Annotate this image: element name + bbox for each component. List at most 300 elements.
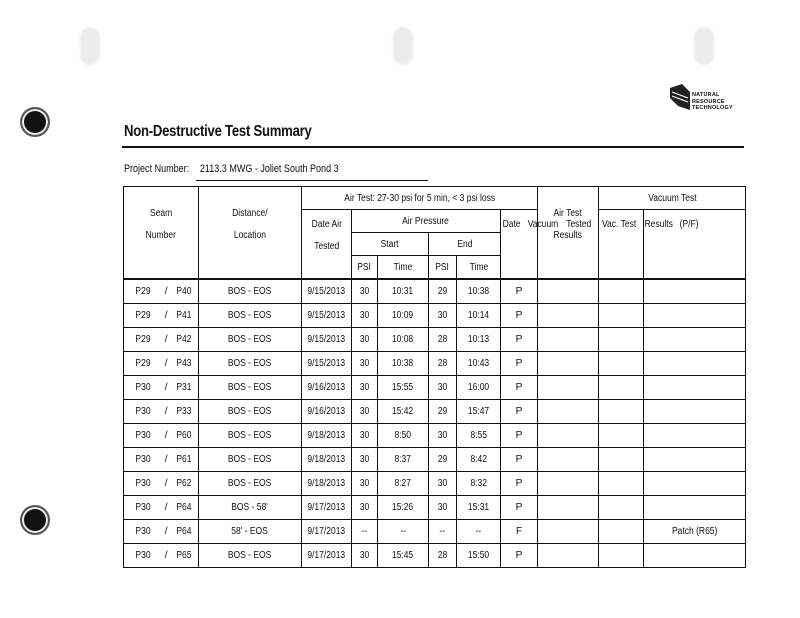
start-psi-cell xyxy=(352,351,378,375)
air-result-cell xyxy=(501,495,538,519)
header-text: Date xyxy=(502,219,521,230)
header-end-psi xyxy=(429,256,457,280)
end-time-text: -- xyxy=(475,525,482,537)
end-time-text: 10:13 xyxy=(467,333,490,345)
table-row xyxy=(124,375,746,399)
header-start-psi xyxy=(352,256,378,280)
location-text: BOS - EOS xyxy=(228,333,272,345)
location-text: BOS - EOS xyxy=(228,285,272,297)
air-result-cell xyxy=(501,327,538,351)
vacuum-date-cell xyxy=(538,423,599,447)
end-time-text: 8:32 xyxy=(470,477,487,489)
air-result-cell xyxy=(501,351,538,375)
air-result-cell xyxy=(501,399,538,423)
seam-start: P30 xyxy=(135,525,151,537)
logo-line: TECHNOLOGY xyxy=(692,105,733,111)
page-title: Non-Destructive Test Summary xyxy=(124,123,312,140)
header-text: Seam xyxy=(149,208,173,219)
end-time-cell xyxy=(457,303,501,327)
start-time-cell xyxy=(378,519,429,543)
project-number-value: 2113.3 MWG - Joliet South Pond 3 xyxy=(199,163,339,175)
seam-cell xyxy=(124,279,199,303)
header-text: PSI xyxy=(357,261,372,273)
end-psi-cell xyxy=(429,423,457,447)
start-psi-text: 30 xyxy=(359,405,370,417)
header-text: Tested xyxy=(565,219,591,230)
location-cell xyxy=(199,279,302,303)
air-result-cell xyxy=(501,519,538,543)
air-result-text: P xyxy=(515,549,523,561)
air-result-text: P xyxy=(515,309,523,321)
start-psi-text: 30 xyxy=(359,477,370,489)
table-row xyxy=(124,351,746,375)
start-psi-cell xyxy=(352,519,378,543)
seam-separator: / xyxy=(164,357,168,369)
seam-end: P31 xyxy=(176,381,192,393)
start-psi-text: 30 xyxy=(359,381,370,393)
air-result-cell xyxy=(501,303,538,327)
location-text: BOS - EOS xyxy=(228,381,272,393)
start-psi-cell xyxy=(352,279,378,303)
seam-cell xyxy=(124,519,199,543)
end-psi-cell xyxy=(429,399,457,423)
seam-separator: / xyxy=(164,333,168,345)
vacuum-date-cell xyxy=(538,519,599,543)
air-result-cell xyxy=(501,471,538,495)
project-line xyxy=(124,163,339,175)
date-air-cell xyxy=(302,351,352,375)
location-cell xyxy=(199,423,302,447)
end-time-text: 15:50 xyxy=(467,549,490,561)
start-time-cell xyxy=(378,351,429,375)
table-row xyxy=(124,399,746,423)
start-psi-text: 30 xyxy=(359,453,370,465)
end-time-cell xyxy=(457,327,501,351)
location-text: BOS - EOS xyxy=(228,429,272,441)
air-result-text: P xyxy=(515,477,523,489)
end-psi-cell xyxy=(429,303,457,327)
comment-cell xyxy=(644,399,746,423)
comment-cell xyxy=(644,375,746,399)
seam-start: P29 xyxy=(135,357,151,369)
header-vac-results xyxy=(599,210,699,280)
header-text: Tested xyxy=(313,241,340,252)
seam-start: P30 xyxy=(135,381,151,393)
end-psi-cell xyxy=(429,279,457,303)
project-number-label: Project Number: xyxy=(124,163,190,175)
start-time-text: 8:27 xyxy=(394,477,412,489)
air-result-text: P xyxy=(515,357,523,369)
start-time-text: 10:08 xyxy=(392,333,414,345)
header-text: Air Test: 27-30 psi for 5 min, < 3 psi loss xyxy=(344,192,495,204)
location-text: BOS - EOS xyxy=(228,477,272,489)
end-time-cell xyxy=(457,543,501,567)
start-time-cell xyxy=(378,279,429,303)
seam-end: P61 xyxy=(176,453,192,465)
date-air-cell xyxy=(302,303,352,327)
header-text: PSI xyxy=(435,261,450,273)
end-time-text: 16:00 xyxy=(467,381,490,393)
header-vacuum-group xyxy=(599,187,746,210)
header-text: (P/F) xyxy=(679,219,699,230)
seam-cell xyxy=(124,543,199,567)
vacuum-result-cell xyxy=(599,471,644,495)
header-text: Vac. Test xyxy=(602,219,637,230)
vacuum-result-cell xyxy=(599,543,644,567)
end-time-cell xyxy=(457,399,501,423)
seam-start: P29 xyxy=(135,285,151,297)
date-air-text: 9/15/2013 xyxy=(307,285,346,297)
seam-cell xyxy=(124,327,199,351)
header-end xyxy=(429,233,501,256)
date-air-cell xyxy=(302,495,352,519)
punch-hole-shadow xyxy=(393,27,413,65)
location-cell xyxy=(199,327,302,351)
date-air-text: 9/15/2013 xyxy=(307,333,346,345)
end-time-cell xyxy=(457,423,501,447)
end-psi-cell xyxy=(429,375,457,399)
start-time-cell xyxy=(378,375,429,399)
start-time-text: -- xyxy=(400,525,406,537)
end-psi-text: 30 xyxy=(437,309,448,321)
vacuum-result-cell xyxy=(599,351,644,375)
air-result-cell xyxy=(501,543,538,567)
seam-cell xyxy=(124,303,199,327)
header-text: Start xyxy=(381,238,399,250)
seam-separator: / xyxy=(164,477,168,489)
seam-end: P64 xyxy=(176,501,192,513)
seam-cell xyxy=(124,399,199,423)
comment-cell xyxy=(644,279,746,303)
air-result-text: P xyxy=(515,405,523,417)
end-psi-text: 28 xyxy=(437,333,448,345)
seam-separator: / xyxy=(164,285,168,297)
seam-cell xyxy=(124,471,199,495)
date-air-text: 9/17/2013 xyxy=(307,501,346,513)
air-result-text: P xyxy=(515,501,523,513)
table-row xyxy=(124,327,746,351)
start-psi-text: -- xyxy=(361,525,368,537)
vacuum-result-cell xyxy=(599,447,644,471)
vacuum-result-cell xyxy=(599,279,644,303)
seam-cell xyxy=(124,447,199,471)
end-time-text: 10:38 xyxy=(467,285,490,297)
comment-cell xyxy=(644,447,746,471)
header-text: Air Pressure xyxy=(402,215,450,227)
seam-cell xyxy=(124,495,199,519)
end-time-cell xyxy=(457,447,501,471)
end-psi-cell xyxy=(429,447,457,471)
start-psi-cell xyxy=(352,471,378,495)
table-row xyxy=(124,471,746,495)
end-psi-cell xyxy=(429,495,457,519)
end-psi-text: 29 xyxy=(437,405,448,417)
air-result-text: P xyxy=(515,429,523,441)
header-text: Date Air xyxy=(311,219,342,230)
vacuum-result-cell xyxy=(599,327,644,351)
location-text: 58' - EOS xyxy=(231,525,269,537)
start-time-text: 10:38 xyxy=(392,357,414,369)
header-text: Vacuum xyxy=(527,219,559,230)
table-row xyxy=(124,447,746,471)
table-row xyxy=(124,279,746,303)
end-time-text: 10:14 xyxy=(467,309,490,321)
end-time-text: 10:43 xyxy=(467,357,490,369)
vacuum-date-cell xyxy=(538,327,599,351)
seam-start: P30 xyxy=(135,453,151,465)
location-text: BOS - EOS xyxy=(228,453,272,465)
start-psi-text: 30 xyxy=(359,357,370,369)
seam-start: P30 xyxy=(135,477,151,489)
table-row xyxy=(124,543,746,567)
air-result-text: P xyxy=(515,381,523,393)
start-time-text: 15:45 xyxy=(392,549,414,561)
location-text: BOS - 58' xyxy=(231,501,269,513)
vacuum-date-cell xyxy=(538,303,599,327)
seam-start: P30 xyxy=(135,501,151,513)
start-time-text: 8:50 xyxy=(394,429,412,441)
company-logo xyxy=(670,80,750,130)
end-time-cell xyxy=(457,375,501,399)
date-air-text: 9/16/2013 xyxy=(307,405,346,417)
seam-end: P42 xyxy=(176,333,192,345)
table-row xyxy=(124,423,746,447)
end-time-text: 8:42 xyxy=(470,453,487,465)
header-start-time xyxy=(378,256,429,280)
end-psi-cell xyxy=(429,543,457,567)
seam-end: P43 xyxy=(176,357,192,369)
end-time-cell xyxy=(457,495,501,519)
table-row xyxy=(124,495,746,519)
air-result-text: P xyxy=(515,333,523,345)
end-time-cell xyxy=(457,351,501,375)
date-air-text: 9/16/2013 xyxy=(307,381,346,393)
header-text: Results xyxy=(644,219,673,230)
header-location xyxy=(199,187,302,280)
comment-cell xyxy=(644,423,746,447)
seam-end: P62 xyxy=(176,477,192,489)
start-psi-cell xyxy=(352,543,378,567)
vacuum-date-cell xyxy=(538,471,599,495)
seam-separator: / xyxy=(164,429,168,441)
logo-text xyxy=(692,92,733,112)
seam-end: P64 xyxy=(176,525,192,537)
start-psi-cell xyxy=(352,303,378,327)
comment-cell xyxy=(644,519,746,543)
end-psi-text: 30 xyxy=(437,429,448,441)
seam-separator: / xyxy=(164,525,168,537)
start-psi-text: 30 xyxy=(359,285,370,297)
end-time-cell xyxy=(457,279,501,303)
location-cell xyxy=(199,471,302,495)
header-seam-number xyxy=(124,187,199,280)
end-time-text: 15:31 xyxy=(467,501,490,513)
seam-end: P33 xyxy=(176,405,192,417)
header-text: Time xyxy=(393,261,413,273)
seam-separator: / xyxy=(164,309,168,321)
location-text: BOS - EOS xyxy=(228,309,272,321)
seam-end: P65 xyxy=(176,549,192,561)
air-result-cell xyxy=(501,423,538,447)
header-text: Results xyxy=(553,230,583,241)
air-result-cell xyxy=(501,447,538,471)
start-psi-text: 30 xyxy=(359,501,370,513)
date-air-cell xyxy=(302,471,352,495)
start-time-cell xyxy=(378,399,429,423)
date-air-text: 9/17/2013 xyxy=(307,525,346,537)
header-air-test-group xyxy=(302,187,538,210)
air-result-text: P xyxy=(515,453,523,465)
date-air-text: 9/15/2013 xyxy=(307,357,346,369)
start-time-text: 15:55 xyxy=(392,381,414,393)
start-time-text: 10:09 xyxy=(392,309,414,321)
location-cell xyxy=(199,519,302,543)
seam-end: P60 xyxy=(176,429,192,441)
seam-start: P30 xyxy=(135,429,151,441)
start-psi-cell xyxy=(352,327,378,351)
vacuum-result-cell xyxy=(599,495,644,519)
end-psi-text: 28 xyxy=(437,357,448,369)
seam-cell xyxy=(124,375,199,399)
start-psi-cell xyxy=(352,447,378,471)
punch-hole xyxy=(20,505,50,535)
date-air-cell xyxy=(302,327,352,351)
start-time-text: 10:31 xyxy=(392,285,414,297)
air-result-cell xyxy=(501,279,538,303)
date-air-cell xyxy=(302,447,352,471)
vacuum-result-cell xyxy=(599,303,644,327)
seam-start: P29 xyxy=(135,309,151,321)
seam-separator: / xyxy=(164,549,168,561)
seam-start: P30 xyxy=(135,405,151,417)
seam-cell xyxy=(124,423,199,447)
air-result-text: P xyxy=(515,285,523,297)
table-body xyxy=(124,279,746,567)
date-air-text: 9/18/2013 xyxy=(307,477,346,489)
start-time-cell xyxy=(378,303,429,327)
comment-cell xyxy=(644,303,746,327)
test-summary-table xyxy=(123,186,746,568)
end-time-cell xyxy=(457,471,501,495)
start-psi-cell xyxy=(352,399,378,423)
date-air-text: 9/17/2013 xyxy=(307,549,346,561)
logo-mark-icon xyxy=(670,84,690,110)
location-cell xyxy=(199,543,302,567)
end-time-text: 15:47 xyxy=(467,405,490,417)
header-text: End xyxy=(456,238,473,250)
air-result-text: F xyxy=(515,525,523,537)
start-time-cell xyxy=(378,471,429,495)
seam-end: P41 xyxy=(176,309,192,321)
location-cell xyxy=(199,495,302,519)
date-air-text: 9/15/2013 xyxy=(307,309,346,321)
start-psi-text: 30 xyxy=(359,429,370,441)
header-start xyxy=(352,233,429,256)
location-text: BOS - EOS xyxy=(228,549,272,561)
start-psi-text: 30 xyxy=(359,549,370,561)
start-time-text: 15:26 xyxy=(392,501,414,513)
location-text: BOS - EOS xyxy=(228,357,272,369)
header-date-air xyxy=(302,210,352,280)
start-time-cell xyxy=(378,447,429,471)
start-psi-text: 30 xyxy=(359,309,370,321)
punch-hole-shadow xyxy=(80,27,100,65)
header-end-time xyxy=(457,256,501,280)
start-time-cell xyxy=(378,495,429,519)
header-text: Vacuum Test xyxy=(647,192,697,204)
end-psi-cell xyxy=(429,471,457,495)
end-time-cell xyxy=(457,519,501,543)
location-cell xyxy=(199,375,302,399)
seam-separator: / xyxy=(164,381,168,393)
date-air-cell xyxy=(302,519,352,543)
comment-cell xyxy=(644,471,746,495)
logo-line: RESOURCE xyxy=(692,98,725,105)
end-psi-cell xyxy=(429,519,457,543)
start-psi-cell xyxy=(352,495,378,519)
end-psi-text: 28 xyxy=(437,549,448,561)
vacuum-date-cell xyxy=(538,279,599,303)
end-psi-text: 30 xyxy=(437,381,448,393)
date-air-cell xyxy=(302,375,352,399)
vacuum-date-cell xyxy=(538,447,599,471)
vacuum-date-cell xyxy=(538,399,599,423)
vacuum-date-cell xyxy=(538,375,599,399)
header-text: Number xyxy=(145,230,177,241)
end-psi-text: 29 xyxy=(437,285,448,297)
date-air-text: 9/18/2013 xyxy=(307,453,346,465)
comment-text: Patch (R65) xyxy=(671,525,718,537)
date-air-cell xyxy=(302,279,352,303)
punch-hole xyxy=(20,107,50,137)
seam-cell xyxy=(124,351,199,375)
seam-end: P40 xyxy=(176,285,192,297)
comment-cell xyxy=(644,351,746,375)
header-text: Location xyxy=(233,230,267,241)
location-text: BOS - EOS xyxy=(228,405,272,417)
date-air-text: 9/18/2013 xyxy=(307,429,346,441)
seam-separator: / xyxy=(164,453,168,465)
air-result-cell xyxy=(501,375,538,399)
start-time-cell xyxy=(378,423,429,447)
seam-separator: / xyxy=(164,405,168,417)
location-cell xyxy=(199,447,302,471)
seam-start: P29 xyxy=(135,333,151,345)
end-psi-text: -- xyxy=(439,525,446,537)
location-cell xyxy=(199,399,302,423)
seam-start: P30 xyxy=(135,549,151,561)
end-psi-text: 29 xyxy=(437,453,448,465)
location-cell xyxy=(199,351,302,375)
end-time-text: 8:55 xyxy=(470,429,487,441)
vacuum-date-cell xyxy=(538,543,599,567)
date-air-cell xyxy=(302,423,352,447)
date-air-cell xyxy=(302,399,352,423)
end-psi-cell xyxy=(429,327,457,351)
table-row xyxy=(124,303,746,327)
vacuum-result-cell xyxy=(599,375,644,399)
start-time-text: 8:37 xyxy=(394,453,412,465)
start-psi-cell xyxy=(352,423,378,447)
logo-line: NATURAL xyxy=(692,92,720,98)
end-psi-text: 30 xyxy=(437,477,448,489)
punch-hole-shadow xyxy=(694,27,714,65)
end-psi-text: 30 xyxy=(437,501,448,513)
location-cell xyxy=(199,303,302,327)
vacuum-result-cell xyxy=(599,423,644,447)
start-time-cell xyxy=(378,543,429,567)
header-text: Air Test xyxy=(553,208,583,219)
